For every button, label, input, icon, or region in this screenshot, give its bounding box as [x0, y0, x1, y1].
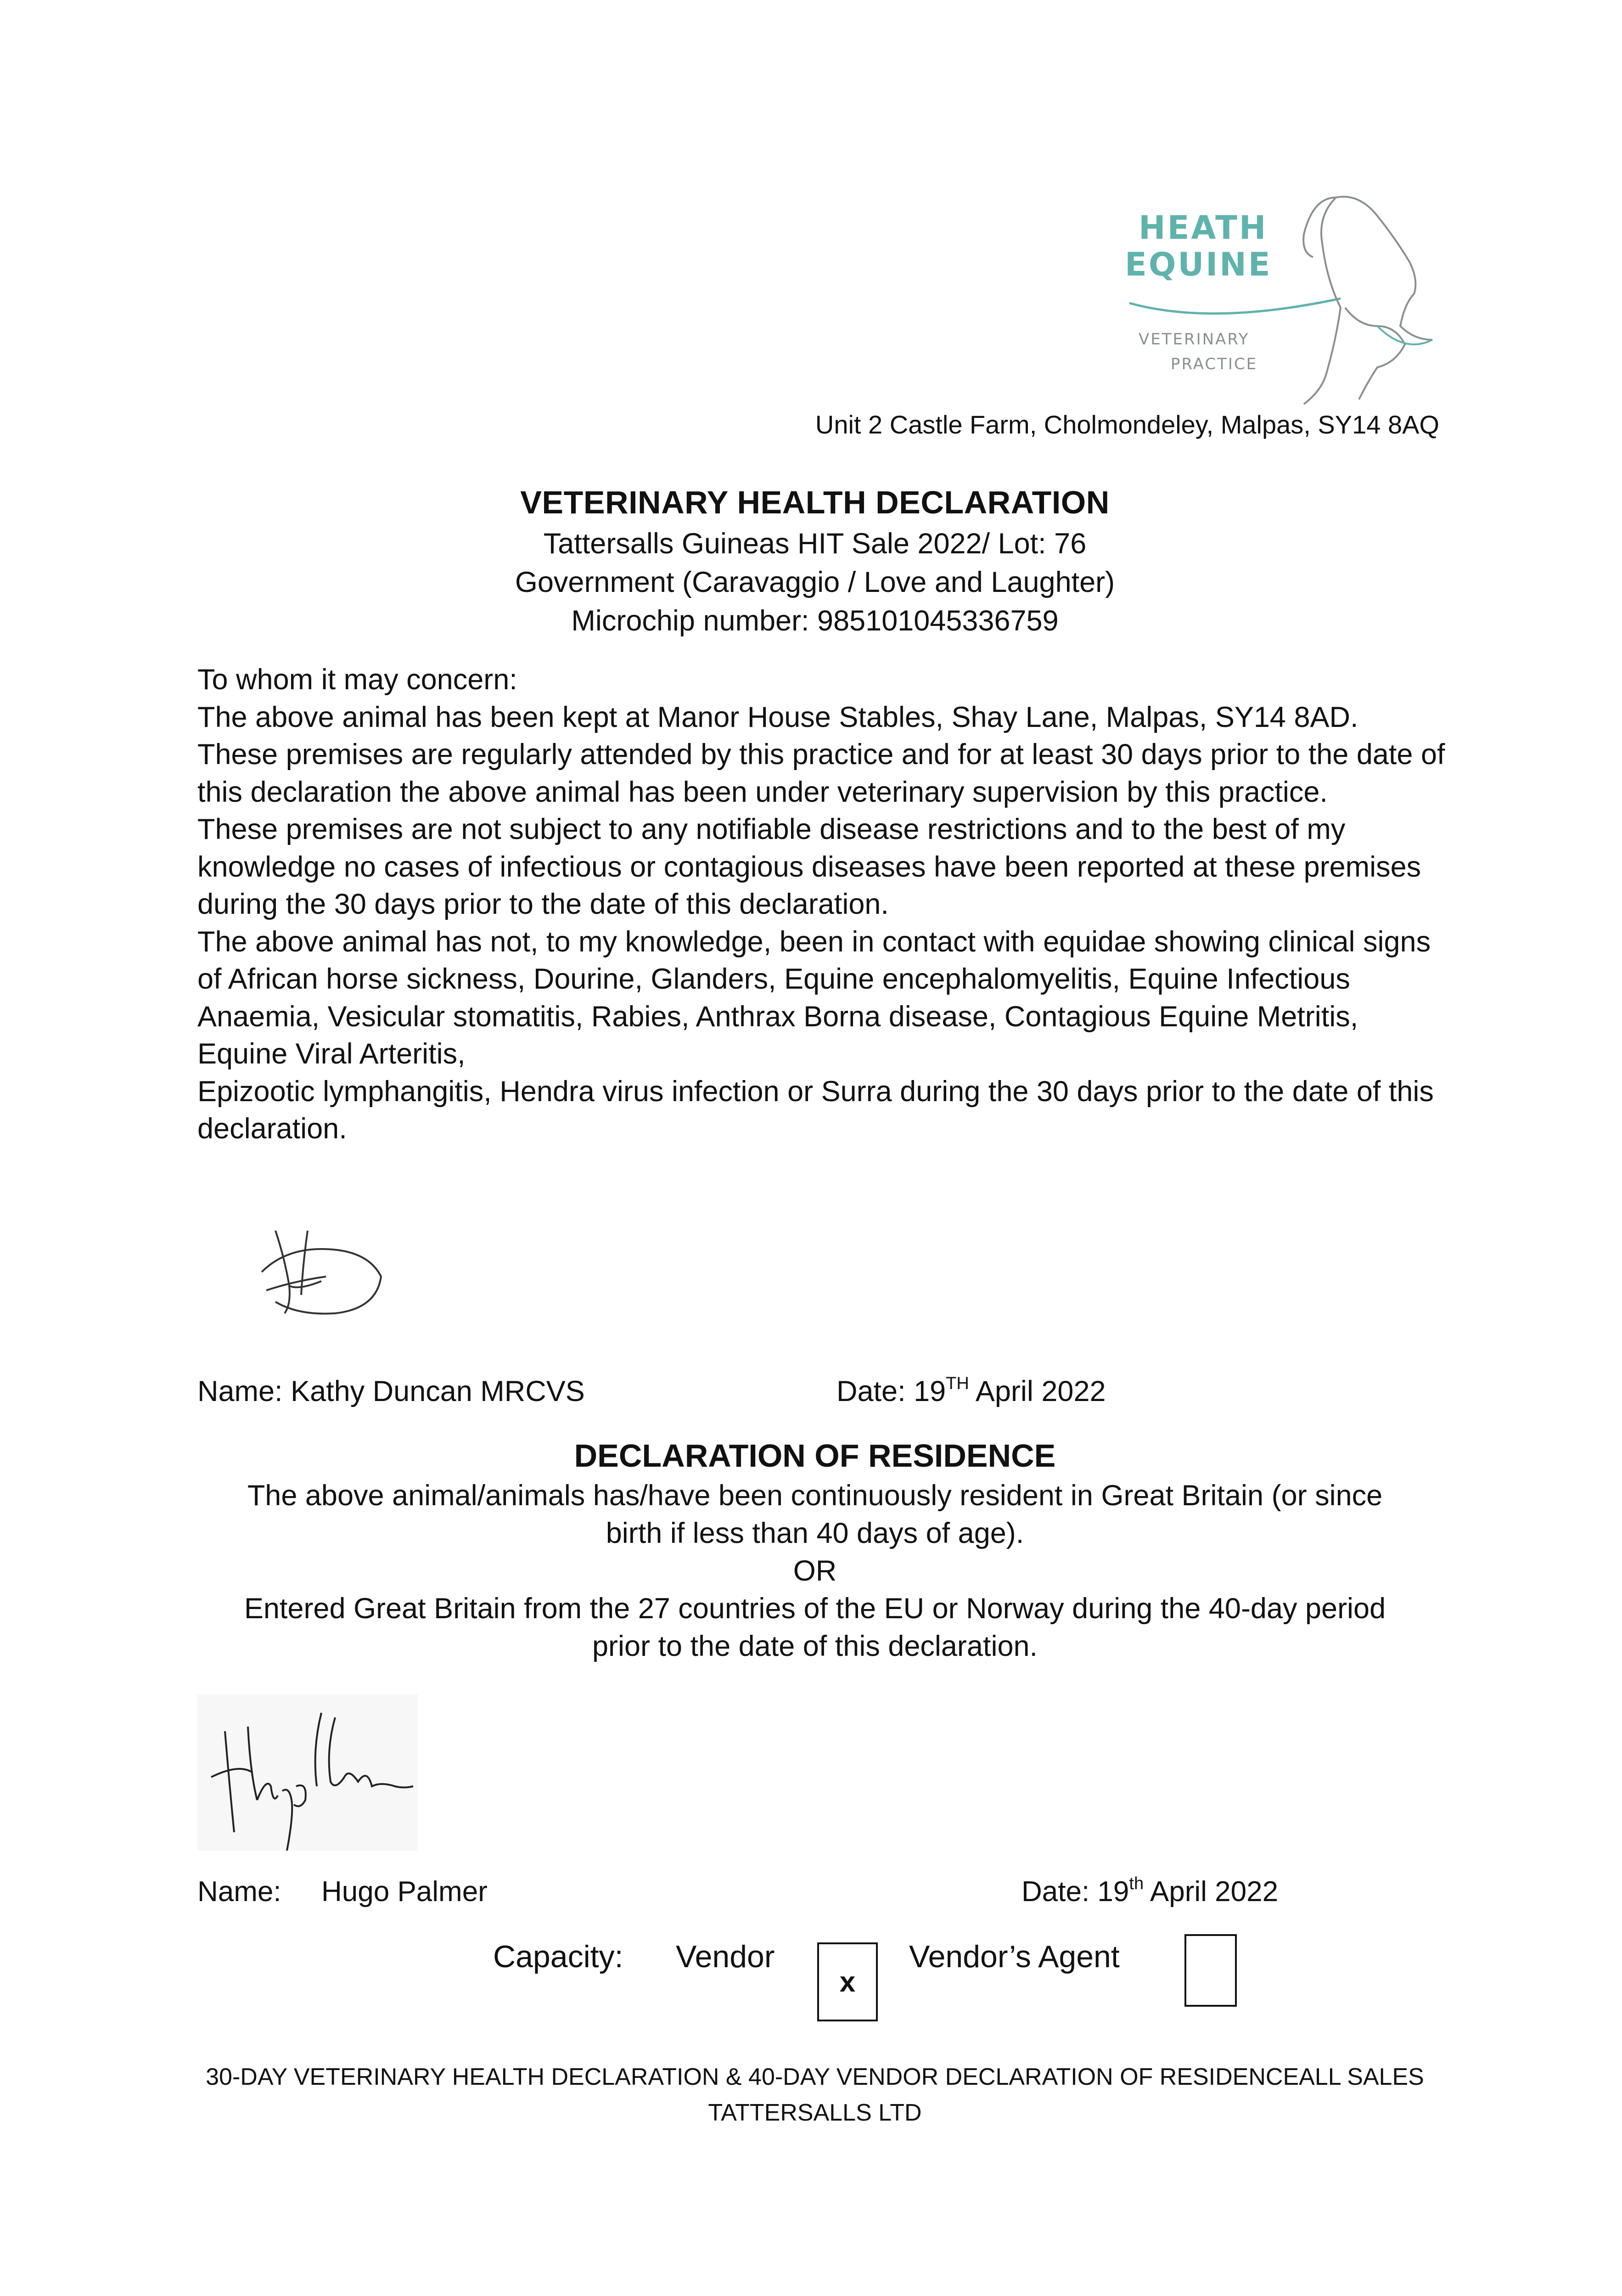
vendor-date-suffix: April 2022	[1144, 1876, 1279, 1908]
vendor-name: Hugo Palmer	[321, 1876, 488, 1908]
vendor-date-sup: th	[1129, 1874, 1144, 1893]
declaration-paragraph: These premises are regularly attended by this practice and for at least 30 days prior to the date of this declaration the above animal has been under veterinary supervision by this practice.	[197, 738, 1445, 808]
microchip-number: Microchip number: 985101045336759	[571, 605, 1059, 637]
footer-line1: 30-DAY VETERINARY HEALTH DECLARATION & 40-DAY VENDOR DECLARATION OF RESIDENCEALL SALES	[206, 2064, 1424, 2090]
practice-logo	[1120, 188, 1437, 409]
logo-line3: VETERINARY	[1139, 330, 1250, 349]
vet-name: Name: Kathy Duncan MRCVS	[197, 1375, 585, 1407]
health-declaration-title: VETERINARY HEALTH DECLARATION	[520, 484, 1110, 520]
residence-line: The above animal/animals has/have been continuously resident in Great Britain (or since	[247, 1480, 1383, 1512]
vet-date-sup: TH	[946, 1374, 969, 1393]
residence-line: Entered Great Britain from the 27 countries of the EU or Norway during the 40-day period	[244, 1593, 1386, 1625]
footer-line2: TATTERSALLS LTD	[708, 2099, 922, 2126]
vendor-date-prefix: Date: 19	[1021, 1876, 1129, 1908]
vendor-agent-option-label: Vendor’s Agent	[909, 1939, 1120, 1974]
residence-line: birth if less than 40 days of age).	[606, 1517, 1024, 1549]
vet-signature	[257, 1221, 386, 1322]
residence-title: DECLARATION OF RESIDENCE	[574, 1438, 1056, 1474]
horse-name: Government (Caravaggio / Love and Laughter)	[515, 566, 1115, 598]
declaration-paragraph: Epizootic lymphangitis, Hendra virus infection or Surra during the 30 days prior to the date of this declaration.	[197, 1075, 1434, 1145]
vet-date-suffix: April 2022	[969, 1375, 1106, 1407]
capacity-label: Capacity:	[493, 1939, 623, 1974]
declaration-paragraph: The above animal has been kept at Manor House Stables, Shay Lane, Malpas, SY14 8AD.	[197, 701, 1358, 733]
vendor-date	[1021, 1875, 1278, 1908]
practice-address: Unit 2 Castle Farm, Cholmondeley, Malpas, SY14 8AQ	[815, 410, 1439, 439]
declaration-paragraph: To whom it may concern:	[197, 664, 517, 696]
declaration-body	[197, 661, 1446, 1148]
residence-or: OR	[793, 1555, 837, 1587]
residence-text	[197, 1477, 1432, 1665]
vet-date-prefix: Date: 19	[836, 1375, 946, 1407]
vendor-option-label: Vendor	[676, 1939, 775, 1974]
logo-line1: HEATH	[1139, 209, 1268, 247]
vet-date	[836, 1375, 1106, 1408]
logo-line2: EQUINE	[1125, 246, 1272, 283]
declaration-paragraph: The above animal has not, to my knowledge, been in contact with equidae showing clinical signs of African horse sickness, Dourine, Glanders, Equine encephalomyelitis, Equine Infectious Anaemia, Vesicular stomatitis, Rabies, Anthrax Borna disease, Contagious Equine Metritis, Equine Viral Arteritis,	[197, 925, 1431, 1070]
vendor-signature	[197, 1694, 418, 1851]
logo-line4: PRACTICE	[1171, 355, 1258, 373]
residence-line: prior to the date of this declaration.	[592, 1630, 1038, 1662]
sale-lot: Tattersalls Guineas HIT Sale 2022/ Lot: 76	[543, 528, 1087, 560]
vendor-agent-checkbox[interactable]	[1184, 1934, 1237, 2007]
declaration-paragraph: These premises are not subject to any notifiable disease restrictions and to the best of my knowledge no cases of infectious or contagious diseases have been reported at these premises during the 30 days prior to the date of this declaration.	[197, 813, 1421, 920]
vendor-checkbox[interactable]: x	[817, 1942, 878, 2021]
vendor-name-label: Name:	[197, 1876, 281, 1908]
horse-logo-icon	[1120, 188, 1437, 409]
